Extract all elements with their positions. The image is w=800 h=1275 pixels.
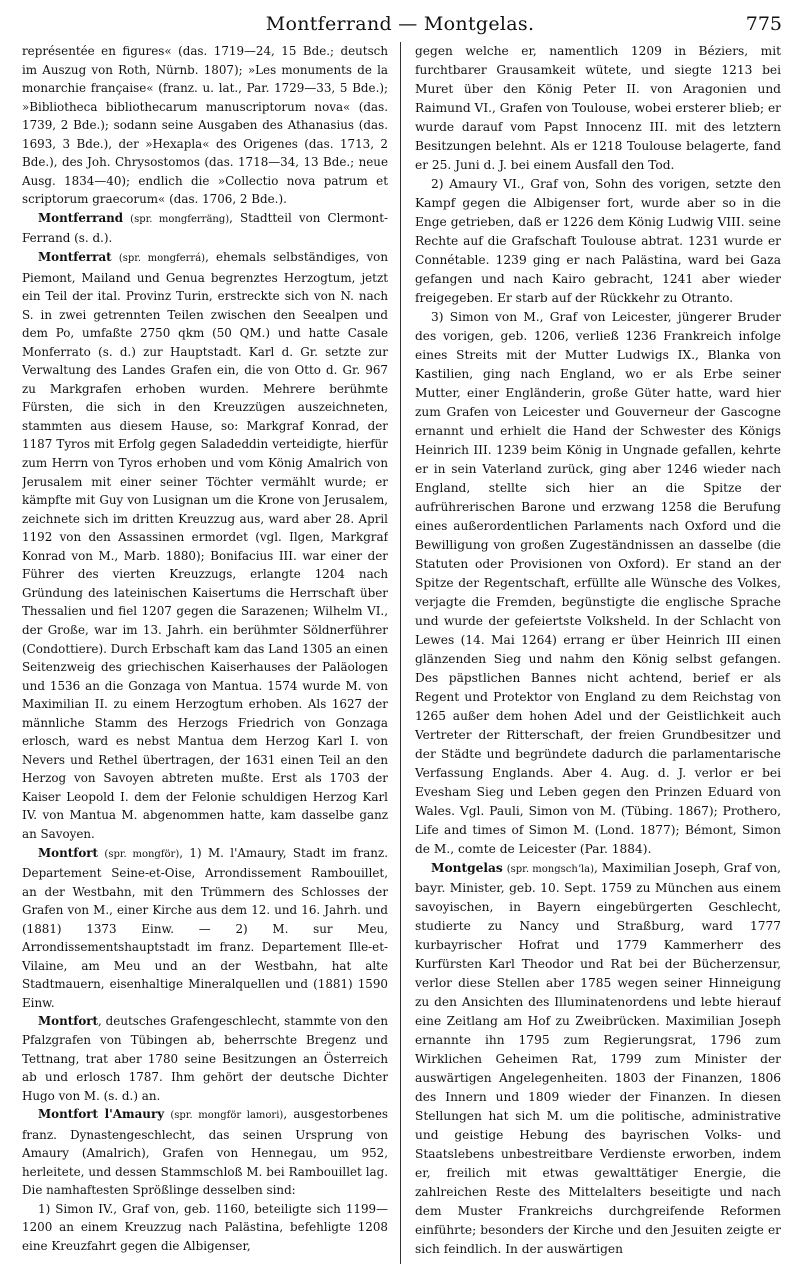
entry-headword: Montferrat [38,250,112,265]
entry-text: , Maximilian Joseph, Graf von, bayr. Minister, geb. 10. Sept. 1759 zu München aus einem savoyischen, in Bayern eingebürgerten Geschlecht, studierte zu Nancy und Straßburg, ward 1777 kurbayrischer Hofrat und 1779 Kammerherr des Kurfürsten Karl Theodor und Rat bei der Bücherzensur, verlor diese Stellen aber 1785 wegen seiner Hinneigung zu den Ansichten des Illuminatenordens und lebte hierauf eine Zeitlang am Hof zu Zweibrücken. Maximilian Joseph ernannte ihn 1795 zum Regierungsrat, 1796 zum Wirklichen Geheimen Rat, 1799 zum Minister der auswärtigen Angelegenheiten. 1803 der Finanzen, 1806 des Innern und 1809 wieder der Finanzen. In diesen Stellungen hat sich M. um die politische, administrative und geistige Hebung des bayrischen Volks- und Staatslebens unbestreitbare Verdienste erworben, indem er, freilich mit etwas gewalttätiger Energie, die zahlreichen Reste des Mittelalters beseitigte und nach dem Muster Frankreichs durchgreifende Reformen einführte; besonders der Kirche und den Jesuiten zeigte er sich feindlich. In der auswärtigen [415,861,781,1256]
subentry-simon-iv-continued: gegen welche er, namentlich 1209 in Béziers, mit furchtbarer Grausamkeit wütete, und siegte 1213 bei Muret über den König Peter II. von Aragonien und Raimund VI., Grafen von Toulouse, wobei ersterer blieb; er wurde darauf vom Papst Innocenz III. mit des letztern Besitzungen belehnt. Als er 1218 Toulouse belagerte, fand er 25. Juni d. J. bei einem Ausfall den Tod. [415,44,781,172]
right-column [415,42,781,1264]
subentry-simon-iv: 1) Simon IV., Graf von, geb. 1160, beteiligte sich 1199—1200 an einem Kreuzzug nach Palästina, befehligte 1208 eine Kreuzfahrt gegen die Albigenser, [22,1201,388,1253]
entry-montfort-family [22,1012,388,1105]
running-head: Montferrand — Montgelas. [265,13,535,35]
pronunciation: (spr. mongför lamori) [170,1110,284,1122]
entry-text: , ausgestorbenes franz. Dynastengeschlecht, das seinen Ursprung von Amaury (Amalrich), Grafen von Hennegau, um 952, herleitete, und dessen Stammschloß M. bei Rambouillet lag. Die namhaftesten Sprößlinge desselben sind: [22,1107,388,1198]
entry-headword: Montfort [38,1014,99,1029]
entry-headword: Montfort [38,845,99,860]
entry-montgelas [415,859,781,1259]
entry-text: , deutsches Grafengeschlecht, stammte von den Pfalzgrafen von Tübingen ab, beherrschte Bregenz und Tettnang, trat aber 1780 seine Besitzungen an Österreich ab und erlosch 1787. Ihm gehört der deutsche Dichter Hugo von M. (s. d.) an. [22,1014,388,1103]
entry-text: , Stadtteil von Clermont-Ferrand (s. d.). [22,210,388,246]
subentry-simon-leicester: 3) Simon von M., Graf von Leicester, jüngerer Bruder des vorigen, geb. 1206, verließ 1236 Frankreich infolge eines Streits mit der Mutter Ludwigs IX., Blanka von Kastilien, ging nach England, wo er als Erbe seiner Mutter, einer Engländerin, große Güter hatte, ward hier zum Grafen von Leicester und Gouverneur der Gascogne ernannt und erhielt die Hand der Schwester des Königs Heinrich III. 1239 beim König in Ungnade gefallen, kehrte er in sein Vaterland zurück, ging aber 1246 wieder nach England, stellte sich hier an die Spitze der aufrührerischen Barone und erzwang 1258 die Berufung eines außerordentlichen Parlaments nach Oxford und die Bewilligung von großen Zugeständnissen an dasselbe (die Statuten oder Provisionen von Oxford). Er stand an der Spitze der Regentschaft, erfüllte alle Wünsche des Volkes, verjagte die Fremden, begünstigte die englische Sprache und wurde der gefeiertste Volksheld. In der Schlacht von Lewes (14. Mai 1264) errang er über Heinrich III einen glänzenden Sieg und nahm den König selbst gefangen. Des päpstlichen Bannes nicht achtend, berief er als Regent und Protektor von England zu dem Reichstag von 1265 außer dem hohen Adel und der Geistlichkeit auch Vertreter der Ritterschaft, der freien Grundbesitzer und der Städte und begründete dadurch die parlamentarische Verfassung Englands. Aber 4. Aug. d. J. verlor er bei Evesham Sieg und Leben gegen den Prinzen Eduard von Wales. Vgl. Pauli, Simon von M. (Tübing. 1867); Prothero, Life and times of Simon M. (Lond. 1877); Bémont, Simon de M., comte de Leicester (Par. 1884). [415,310,781,856]
subentry-amaury-vi: 2) Amaury VI., Graf von, Sohn des vorigen, setzte den Kampf gegen die Albigenser fort, wurde aber so in die Enge getrieben, daß er 1226 dem König Ludwig VIII. seine Rechte auf die Grafschaft Toulouse abtrat. 1231 wurde er Connétable. 1239 ging er nach Palästina, ward bei Gaza gefangen und nach Kairo gebracht, 1241 aber wieder freigegeben. Er starb auf der Rückkehr zu Otranto. [415,177,781,305]
column-divider [400,42,401,1264]
left-column [22,42,388,1264]
pronunciation: (spr. mongferräng) [130,213,230,225]
entry-text: , 1) M. l'Amaury, Stadt im franz. Departement Seine-et-Oise, Arrondissement Rambouillet, an der Westbahn, mit den Trümmern des Schlosses der Grafen von M., einer Kirche aus dem 12. und 16. Jahrh. und (1881) 1373 Einw. — 2) M. sur Meu, Arrondissementshauptstadt im franz. Departement Ille-et-Vilaine, am Meu und an der Westbahn, hat alte Stadtmauern, eisenhaltige Mineralquellen und (1881) 1590 Einw. [22,845,388,1010]
entry-montferrand [22,209,388,248]
entry-continuation-montfaucon: représentée en figures« (das. 1719—24, 15 Bde.; deutsch im Auszug von Roth, Nürnb. 1807); »Les monuments de la monarchie française« (franz. u. lat., Par. 1729—33, 5 Bde.); »Bibliotheca bibliothecarum manuscriptorum nova« (das. 1739, 2 Bde.); sodann seine Ausgaben des Athanasius (das. 1693, 3 Bde.), der »Hexapla« des Origenes (das. 1713, 2 Bde.), des Joh. Chrysostomos (das. 1718—34, 13 Bde.; neue Ausg. 1834—40); endlich die »Collectio nova patrum et scriptorum graecorum« (das. 1706, 2 Bde.). [22,44,388,207]
entry-montfort-place [22,844,388,1013]
entry-headword: Montfort l'Amaury [38,1107,165,1122]
two-column-body [22,42,782,1264]
pronunciation: (spr. mongför) [104,848,180,860]
pronunciation: (spr. mongferrá) [118,253,206,265]
entry-headword: Montgelas [431,861,503,875]
entry-montfort-lamaury [22,1105,388,1200]
entry-text: , ehemals selbständiges, von Piemont, Mailand und Genua begrenztes Herzogtum, jetzt ein Teil der ital. Provinz Turin, erstreckte sich von N. nach S. in zwei getrennten Teilen zwischen den Seealpen und dem Po, umfaßte 2750 qkm (50 QM.) und hatte Casale Monferrato (s. d.) zur Hauptstadt. Karl d. Gr. setzte zur Verwaltung des Landes Grafen ein, die von Otto d. Gr. 967 zu Markgrafen erhoben wurden. Mehrere berühmte Fürsten, die sich in den Kreuzzügen auszeichneten, stammten aus diesem Hause, so: Markgraf Konrad, der 1187 Tyros mit Erfolg gegen Saladeddin verteidigte, hierfür zum Herrn von Tyros erhoben und vom König Amalrich von Jerusalem mit einer seiner Töchter vermählt wurde; er kämpfte mit Guy von Lusignan um die Krone von Jerusalem, zeichnete sich im dritten Kreuzzug aus, ward aber 28. April 1192 von den Assassinen ermordet (vgl. Ilgen, Markgraf Konrad von M., Marb. 1880); Bonifacius III. war einer der Führer des vierten Kreuzzugs, erlangte 1204 nach Gründung des lateinischen Kaisertums die Herrschaft über Thessalien und fiel 1207 gegen die Sarazenen; Wilhelm VI., der Große, war im 13. Jahrh. ein berühmter Söldnerführer (Condottiere). Durch Erbschaft kam das Land 1305 an einen Seitenzweig des griechischen Kaiserhauses der Paläologen und 1536 an die Gonzaga von Mantua. 1574 wurde M. von Maximilian II. zu einem Herzogtum erhoben. Als 1627 der männliche Stamm des Herzogs Friedrich von Gonzaga erlosch, ward es nebst Mantua dem Herzog Karl I. von Nevers und Rethel übertragen, der 1631 einen Teil an den Herzog von Savoyen abtreten mußte. Erst als 1703 der Kaiser Leopold I. dem der Felonie schuldigen Herzog Karl IV. von Mantua M. abgenommen hatte, kam dasselbe ganz an Savoyen. [22,250,388,841]
page-header [0,0,800,40]
page-number: 775 [745,13,782,35]
pronunciation: (spr. mongschʼla) [506,864,595,875]
entry-headword: Montferrand [38,210,124,225]
entry-montferrat [22,248,388,844]
